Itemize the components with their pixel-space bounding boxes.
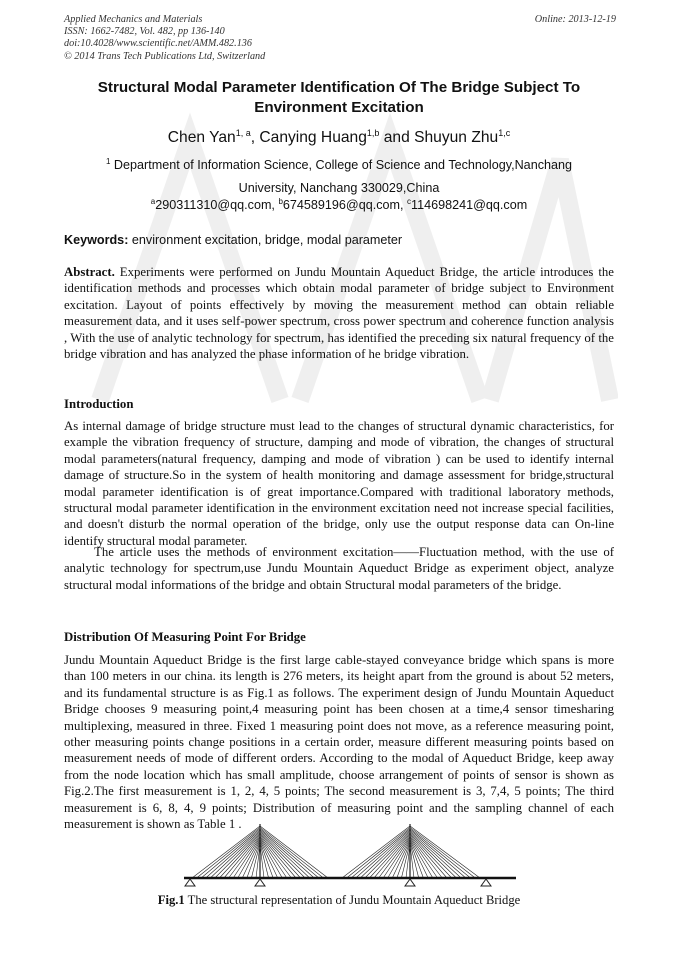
affiliation-line-2: University, Nanchang 330029,China: [238, 181, 440, 195]
issn-line: ISSN: 1662-7482, Vol. 482, pp 136-140: [64, 26, 225, 38]
doi-line: doi:10.4028/www.scientific.net/AMM.482.136: [64, 38, 252, 50]
email-list: [60, 198, 618, 212]
affiliation-text-1: Department of Information Science, College of Science and Technology,Nanchang: [110, 158, 573, 172]
introduction-paragraph-2: The article uses the methods of environment excitation——Fluctuation method, with the use of analytic technology for spectrum,use Jundu Mountain Aqueduct Bridge as experiment object, analyze structural modal informations of the bridge and obtain Structural modal parameters of the bridge.: [64, 545, 614, 592]
stay-cable: [197, 827, 260, 878]
stay-cable: [410, 830, 466, 878]
stay-cable: [369, 834, 410, 878]
abstract-text: Experiments were performed on Jundu Mountain Aqueduct Bridge, the article introduces the identification methods and processes which obtain modal parameter of bridge subject to Environment excitation. Layout of points effectively by moving the measurement method can obtain reliable measurement data, and it uses self-power spectrum, cross power spectrum and coherence function analysis , With the use of analytic technology for spectrum, has identified the preceding six natural frequency of the bridge vibration and has analyzed the phase information of he bridge vibration.: [64, 265, 614, 362]
author-3: Shuyun Zhu: [414, 129, 499, 146]
stay-cable: [410, 834, 452, 878]
author-2-sup: 1,b: [366, 128, 380, 138]
introduction-paragraph-1: As internal damage of bridge structure must lead to the changes of structural dynamic characteristics, for example the vibration frequency of structure, damping and mode of vibration, the changes of structural modal parameters(natural frequency, damping and mode of vibration ) can be used to identify internal damage of structure.So in the system of health monitoring and damage assessment for bridge,structural modal parameter identification is of great importance.Compared with traditional laboratory methods, structural modal parameter identification in the environment excitation need not increase special facilities, and doesn't disturb the normal operation of the bridge, only use the output response data can On-line identify structural modal parameter.: [64, 419, 614, 548]
stay-cable: [410, 844, 414, 878]
email-a[interactable]: 290311310@qq.com,: [155, 198, 279, 212]
online-date: Online: 2013-12-19: [534, 14, 616, 25]
author-1-sup: 1, a: [235, 128, 251, 138]
stay-cable: [206, 830, 260, 878]
email-c-sup: c: [407, 197, 412, 206]
support-1: [185, 879, 195, 886]
figure-caption-text: The structural representation of Jundu Mountain Aqueduct Bridge: [184, 893, 521, 907]
author-2: Canying Huang: [259, 129, 367, 146]
stay-cable: [260, 830, 314, 878]
title-line-2: Environment Excitation: [254, 99, 424, 116]
copyright-line: © 2014 Trans Tech Publications Ltd, Switzerland: [64, 50, 266, 62]
stay-cable: [379, 836, 410, 878]
email-b[interactable]: 674589196@qq.com,: [282, 198, 408, 212]
author-list: [60, 128, 618, 148]
stay-cable: [219, 834, 260, 878]
email-c[interactable]: 114698241@qq.com: [411, 198, 528, 212]
stay-cable: [210, 831, 260, 878]
support-2: [255, 879, 265, 886]
author-3-sup: 1,c: [498, 128, 511, 138]
affiliation-line-1: [60, 154, 618, 177]
introduction-heading: Introduction: [64, 397, 134, 411]
stay-cables: [192, 826, 480, 878]
figure-caption: [60, 893, 618, 908]
stay-cable: [356, 830, 410, 878]
stay-cable: [347, 827, 410, 878]
keywords: [64, 233, 402, 247]
stay-cable: [260, 831, 310, 878]
keywords-text: environment excitation, bridge, modal parameter: [128, 233, 403, 247]
title-line-1: Structural Modal Parameter Identification Of The Bridge Subject To: [97, 79, 581, 96]
author-sep-1: ,: [250, 129, 260, 146]
journal-name: Applied Mechanics and Materials: [64, 14, 203, 25]
email-a-sup: a: [150, 197, 156, 206]
bridge-figure: [180, 822, 520, 888]
keywords-label: Keywords:: [64, 233, 129, 247]
abstract-label: Abstract.: [64, 265, 115, 279]
email-b-sup: b: [278, 197, 283, 206]
stay-cable: [410, 831, 461, 878]
stay-cable: [260, 844, 264, 878]
support-4: [481, 879, 491, 886]
stay-cable: [260, 834, 301, 878]
author-sep-2: and: [379, 129, 415, 146]
abstract: [64, 264, 614, 362]
affiliation: [60, 154, 618, 200]
stay-cable: [256, 844, 260, 878]
author-1: Chen Yan: [167, 129, 236, 146]
stay-cable: [410, 836, 442, 878]
figure-label: Fig.1: [157, 893, 185, 907]
stay-cable: [260, 836, 291, 878]
journal-meta: [64, 14, 265, 63]
affiliation-sup: 1: [105, 157, 111, 166]
stay-cable: [260, 827, 323, 878]
distribution-heading: Distribution Of Measuring Point For Bridge: [64, 630, 306, 644]
support-3: [405, 879, 415, 886]
background-watermark: [60, 100, 618, 420]
stay-cable: [410, 827, 475, 878]
distribution-paragraph: Jundu Mountain Aqueduct Bridge is the first large cable-stayed conveyance bridge which spans is more than 100 meters in our china. its length is 276 meters, its height apart from the ground is about 52 meters, and its fundamental structure is as Fig.1 as follows. The experiment design of Jundu Mountain Aqueduct Bridge chooses 9 measuring point,4 measuring point has been chosen at a time,4 sensor timesharing multiplexing, measured in three. Fixed 1 measuring point does not move, as a reference measuring point, other measuring points change positions in a certain order, measure different measuring points based on measurement needs of mode of different orders. According to the modal of Aqueduct Bridge, keep away from the node location which has small amplitude, choose arrangement of points of sensor is shown as Fig.2.The first measurement is 1, 2, 4, 5 points; The second measurement is 3, 7,4, 5 points; The third measurement is 6, 8, 4, 9 points; Distribution of measuring point and the sampling channel of each measurement is shown as Table 1 .: [64, 653, 614, 832]
stay-cable: [360, 831, 410, 878]
stay-cable: [229, 836, 260, 878]
paper-title: [60, 78, 618, 118]
